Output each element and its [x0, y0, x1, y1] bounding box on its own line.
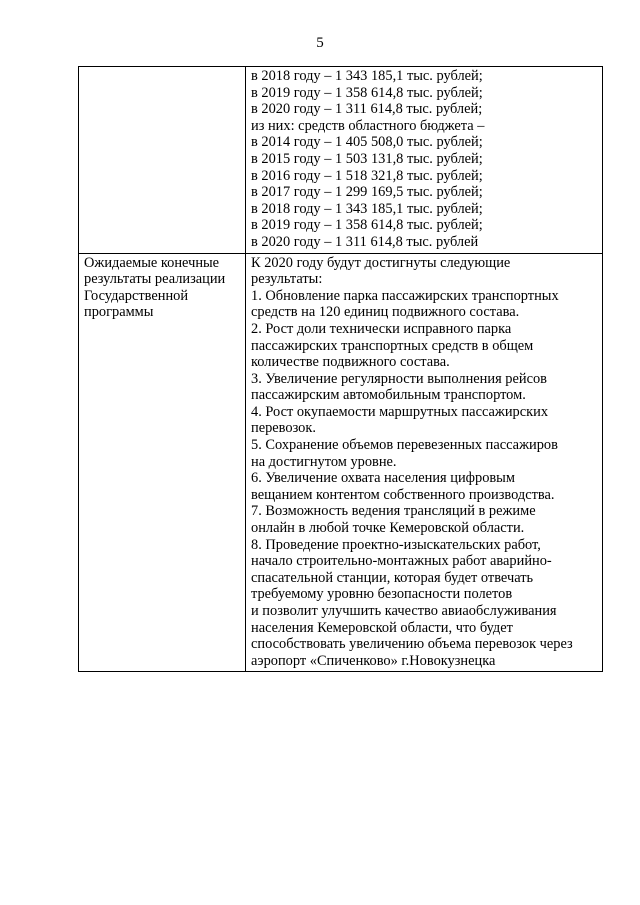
result-line: перевозок. [251, 420, 316, 437]
result-line: на достигнутом уровне. [251, 453, 397, 470]
funding-details-cell [246, 67, 603, 254]
result-line: 2. Рост доли технически исправного парка [251, 320, 512, 337]
result-line: спасательной станции, которая будет отвечать [251, 569, 534, 586]
result-line: пассажирских транспортных средств в общем [251, 337, 534, 354]
result-line: средств на 120 единиц подвижного состава. [251, 304, 520, 321]
funding-line: в 2018 году – 1 343 185,1 тыс. рублей; [251, 68, 483, 84]
result-line: 1. Обновление парка пассажирских транспортных [251, 287, 559, 304]
result-line: результаты: [251, 271, 323, 288]
funding-line: в 2017 году – 1 299 169,5 тыс. рублей; [251, 184, 483, 201]
funding-line: в 2018 году – 1 343 185,1 тыс. рублей; [251, 200, 483, 217]
page-number: 5 [316, 35, 324, 51]
row-label-line: программы [84, 304, 154, 321]
funding-line: в 2020 году – 1 311 614,8 тыс. рублей; [251, 101, 483, 118]
result-line: онлайн в любой точке Кемеровской области. [251, 520, 525, 537]
result-line: аэропорт «Спиченково» г.Новокузнецка [251, 652, 496, 669]
row-label-line: Ожидаемые конечные [84, 254, 220, 271]
result-line: населения Кемеровской области, что будет [251, 619, 513, 636]
result-line: начало строительно-монтажных работ аварийно- [251, 553, 552, 570]
result-line: требуемому уровню безопасности полетов [251, 586, 513, 603]
funding-line: в 2016 году – 1 518 321,8 тыс. рублей; [251, 167, 483, 184]
program-passport-table [78, 66, 603, 672]
funding-line: из них: средств областного бюджета – [251, 117, 485, 134]
funding-line: в 2019 году – 1 358 614,8 тыс. рублей; [251, 217, 483, 234]
result-line: 8. Проведение проектно-изыскательских работ, [251, 536, 541, 553]
result-line: 3. Увеличение регулярности выполнения рейсов [251, 370, 547, 387]
funding-line: в 2014 году – 1 405 508,0 тыс. рублей; [251, 134, 483, 151]
row-label-line: результаты реализации [84, 271, 226, 288]
result-line: способствовать увеличению объема перевозок через [251, 636, 573, 653]
expected-results-label-cell [79, 253, 246, 672]
table-row-expected-results [79, 253, 603, 672]
result-line: и позволит улучшить качество авиаобслуживания [251, 603, 557, 619]
result-line: вещанием контентом собственного производства. [251, 486, 555, 503]
result-line: количестве подвижного состава. [251, 354, 450, 371]
expected-results-cell [246, 253, 603, 672]
funding-line: в 2020 году – 1 311 614,8 тыс. рублей [251, 233, 479, 250]
result-line: 6. Увеличение охвата населения цифровым [251, 470, 515, 487]
row-label-line: Государственной [84, 287, 189, 304]
result-line: 7. Возможность ведения трансляций в режиме [251, 503, 536, 520]
table-row-funding [79, 67, 603, 254]
result-line: 5. Сохранение объемов перевезенных пассажиров [251, 437, 558, 454]
result-line: пассажирским автомобильным транспортом. [251, 387, 526, 404]
funding-line: в 2019 году – 1 358 614,8 тыс. рублей; [251, 84, 483, 101]
result-line: 4. Рост окупаемости маршрутных пассажирских [251, 403, 549, 420]
row-label-empty [79, 67, 246, 254]
funding-line: в 2015 году – 1 503 131,8 тыс. рублей; [251, 150, 483, 167]
result-line: К 2020 году будут достигнуты следующие [251, 254, 511, 271]
